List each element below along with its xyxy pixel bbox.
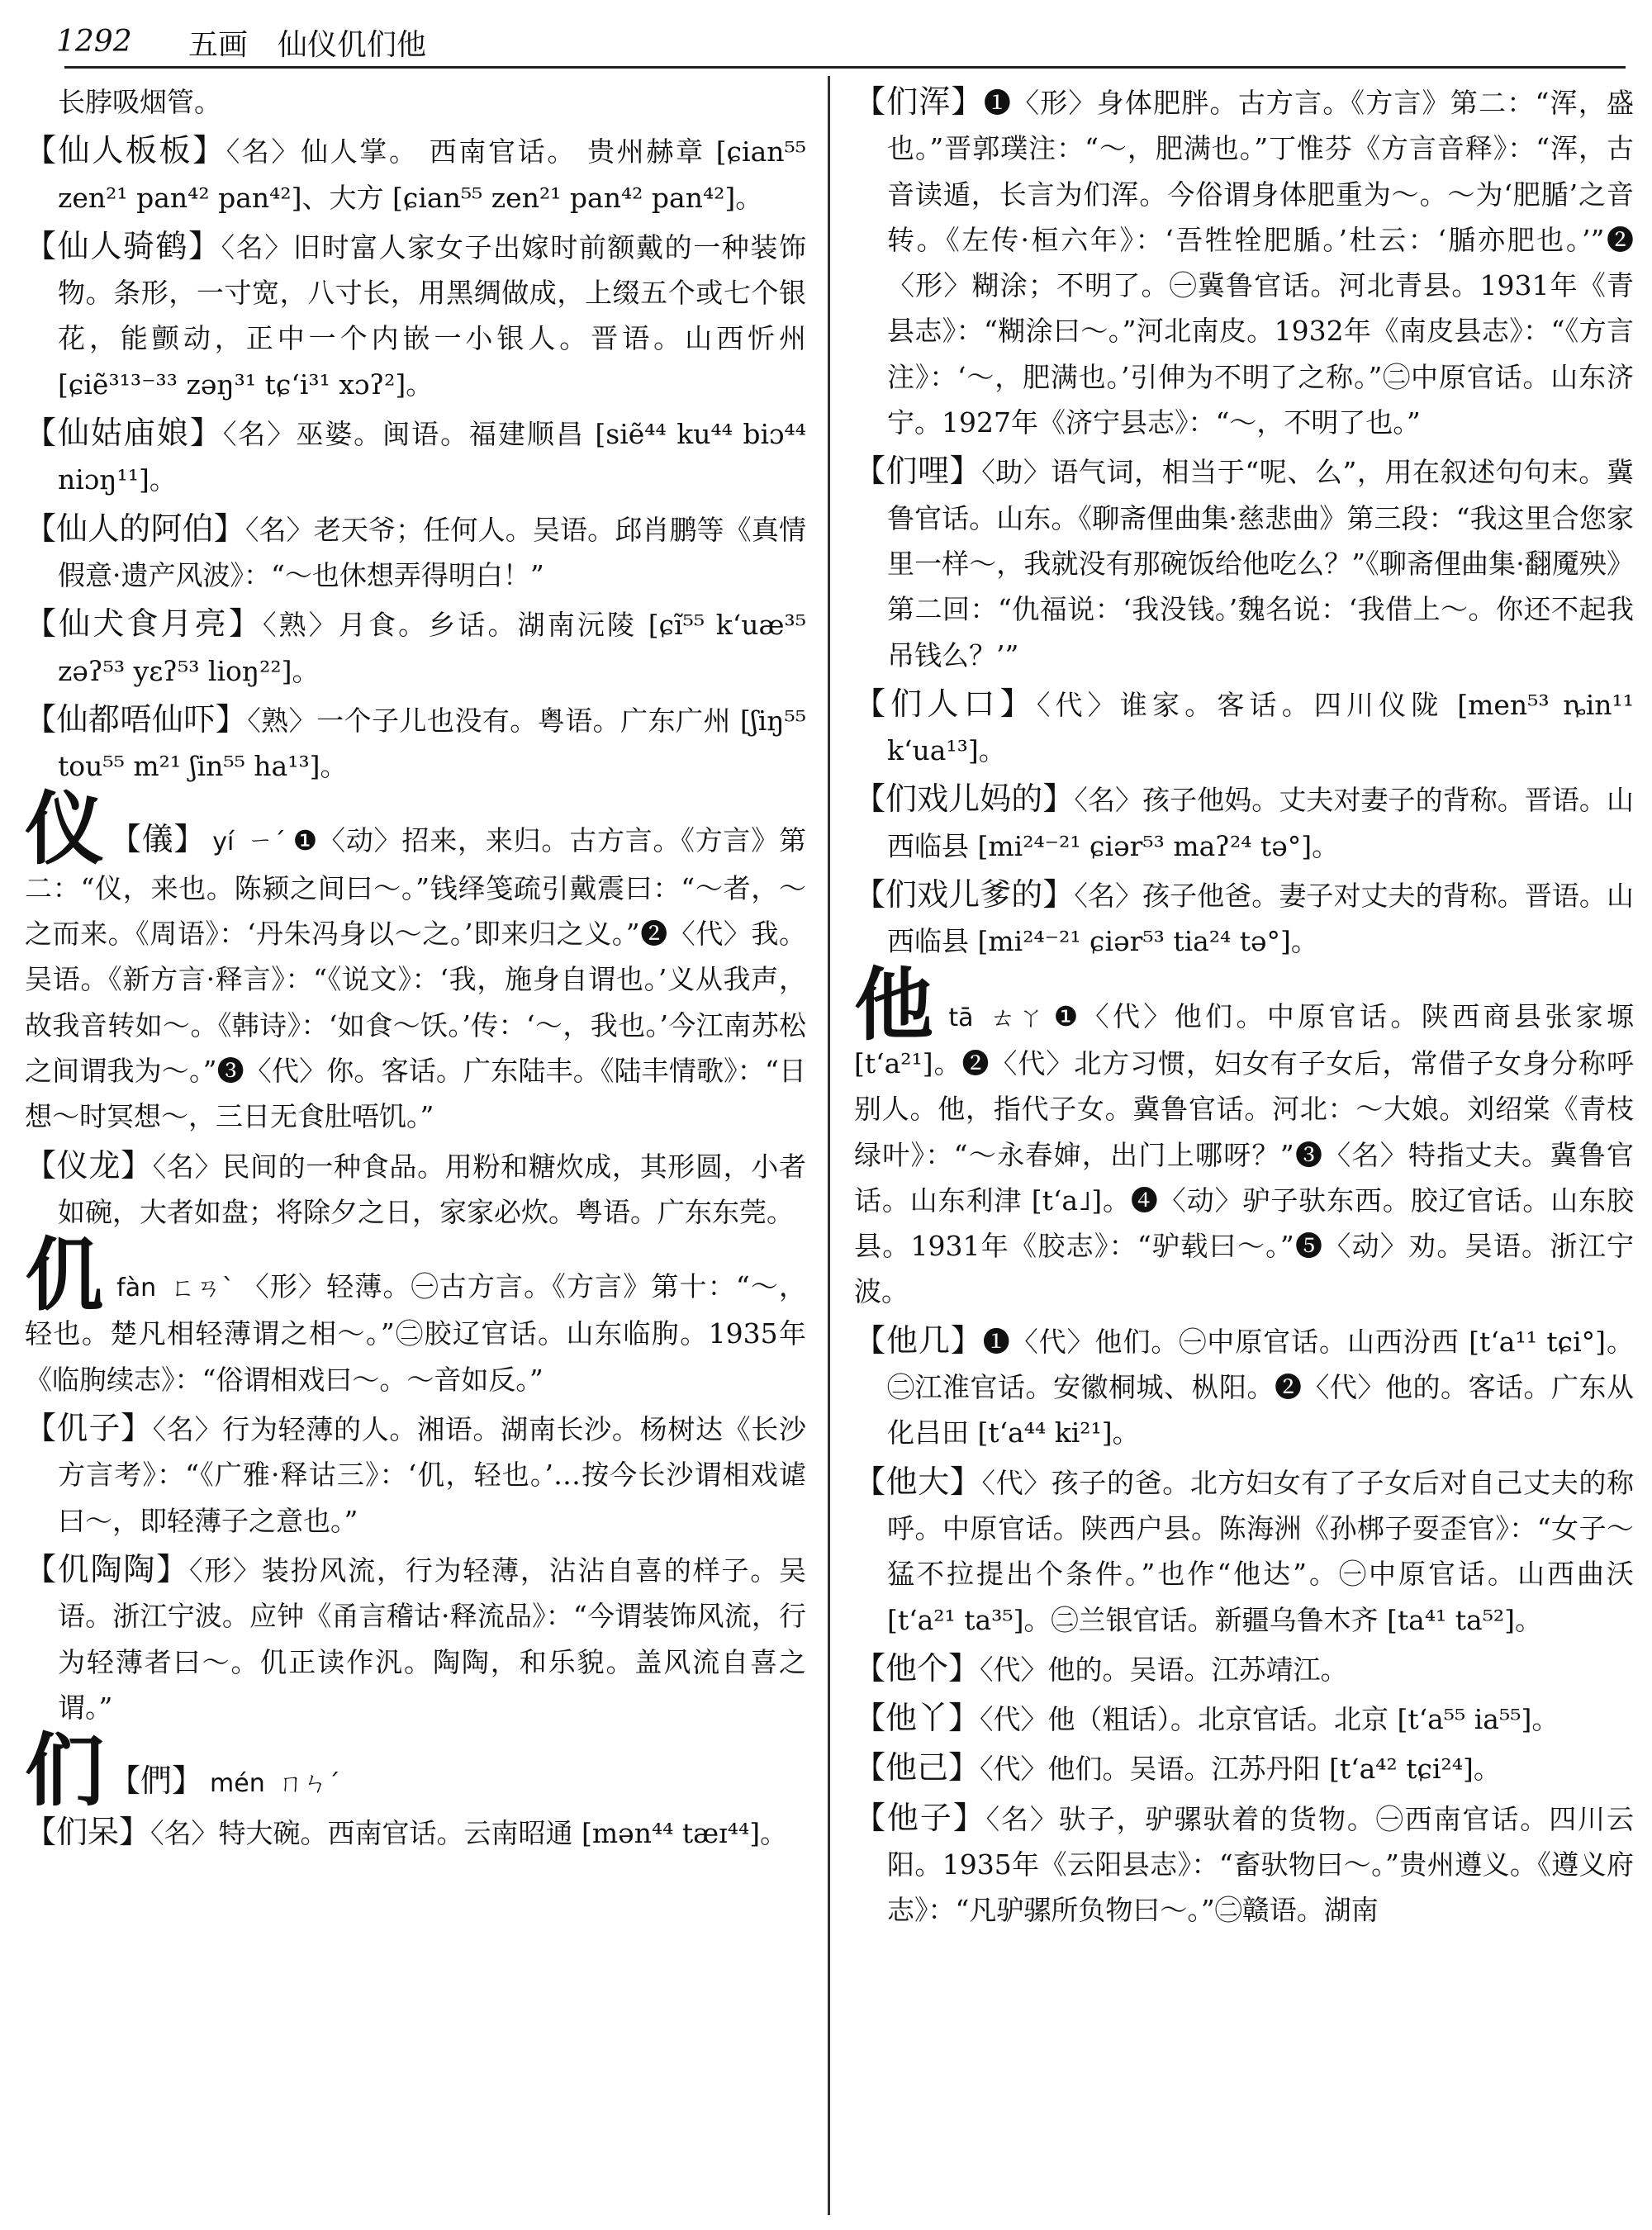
entry-definition: 〈名〉孩子他爸。妻子对丈夫的背称。晋语。山西临县 [mi²⁴⁻²¹ ɕiər⁵³ tia²⁴ tə°]。 xyxy=(887,880,1634,958)
pinyin-reading: yí xyxy=(212,828,235,857)
dictionary-entry xyxy=(854,1796,1634,1933)
entry-definition: 〈代〉孩子的爸。北方妇女有了子女后对自己丈夫的称呼。中原官话。陕西户县。陈海洲《孙梆子耍歪官》：“女子～猛不拉提出个条件。”也作“他达”。㊀中原官话。山西曲沃 [tʻa²¹ ta³⁵]。㊁兰银官话。新疆乌鲁木齐 [ta⁴¹ ta⁵²]。 xyxy=(887,1466,1634,1636)
entry-definition: 〈名〉仙人掌。 西南官话。 贵州赫章 [ɕian⁵⁵ zen²¹ pan⁴² pan⁴²]、大方 [ɕian⁵⁵ zen²¹ pan⁴² pan⁴²]。 xyxy=(58,135,806,214)
entry-definition: ❶〈代〉他们。㊀中原官话。山西汾西 [tʻa¹¹ tɕi°]。㊁江淮官话。安徽桐城、枞阳。❷〈代〉他的。客话。广东从化吕田 [tʻa⁴⁴ ki²¹]。 xyxy=(887,1325,1634,1450)
dictionary-entry xyxy=(854,1696,1634,1742)
character-definition: 〈形〉轻薄。㊀古方言。《方言》第十：“～，轻也。楚凡相轻薄谓之相～。”㊁胶辽官话。山东临朐。1935年《临朐续志》：“俗谓相戏曰～。～音如反。” xyxy=(25,1270,806,1396)
entry-headword: 【他大】 xyxy=(854,1463,982,1500)
entry-definition: 〈名〉旧时富人家女子出嫁时前额戴的一种装饰物。条形，一寸宽，八寸长，用黑绸做成，上缀五个或七个银花，能颤动，正中一个内嵌一小银人。晋语。山西忻州 [ɕiẽ³¹³⁻³³ zəŋ³¹ tɕʻi³¹ xɔʔ²]。 xyxy=(58,230,806,401)
page-header xyxy=(56,18,1626,71)
entry-headword: 【他几】 xyxy=(854,1321,983,1359)
dictionary-entry xyxy=(854,776,1634,869)
pinyin-reading: fàn xyxy=(116,1274,157,1303)
entry-headword: 【们人口】 xyxy=(854,685,1037,722)
entry-definition: 〈名〉巫婆。闽语。福建顺昌 [siẽ⁴⁴ ku⁴⁴ biɔ⁴⁴ niɔŋ¹¹]。 xyxy=(58,418,806,496)
dictionary-entry xyxy=(25,1810,806,1856)
dictionary-entry xyxy=(25,506,806,599)
character-definition: ❶〈代〉他们。中原官话。陕西商县张家塬 [tʻa²¹]。❷〈代〉北方习惯，妇女有子女后，常借子女身分称呼别人。他，指代子女。冀鲁官话。河北：～大娘。刘绍棠《青枝绿叶》：“～永春婶，出门上哪呀？”❸〈名〉特指丈夫。冀鲁官话。山东利津 [tʻa˩]。❹〈动〉驴子驮东西。胶辽官话。山东胶县。1931年《胶志》：“驴载曰～。”❺〈动〉劝。吴语。浙江宁波。 xyxy=(854,999,1634,1308)
dictionary-entry xyxy=(854,1646,1634,1692)
dictionary-entry xyxy=(25,128,806,221)
dictionary-entry xyxy=(25,410,806,503)
character-entry xyxy=(854,957,1634,1315)
dictionary-entry xyxy=(854,1318,1634,1456)
entry-headword: 【仙人骑鹤】 xyxy=(25,227,221,264)
pinyin-reading: mén xyxy=(210,1769,265,1799)
head-character: 他 xyxy=(854,957,938,1051)
traditional-form: 【們】 xyxy=(109,1763,204,1800)
entry-headword: 【他丫】 xyxy=(854,1700,980,1737)
dictionary-entry xyxy=(25,1406,806,1544)
section-title: 五画 仙仪仉们他 xyxy=(188,28,427,62)
entry-definition: 〈代〉谁家。客话。四川仪陇 [men⁵³ ȵin¹¹ kʻua¹³]。 xyxy=(887,688,1634,767)
entry-definition: 〈代〉他的。吴语。江苏靖江。 xyxy=(980,1653,1348,1686)
entry-headword: 【们哩】 xyxy=(854,453,982,490)
entry-definition: 〈名〉孩子他妈。丈夫对妻子的背称。晋语。山西临县 [mi²⁴⁻²¹ ɕiər⁵³ maʔ²⁴ tə°]。 xyxy=(887,784,1634,862)
pinyin-reading: tā xyxy=(948,1003,974,1032)
character-definition: ❶〈动〉招来，来归。古方言。《方言》第二：“仪，来也。陈颍之间曰～。”钱绎笺疏引戴震曰：“～者，～之而来。《周语》：‘丹朱冯身以～之。’即来归之义。”❷〈代〉我。吴语。《新方言·释言》：“《说文》：‘我，施身自谓也。’义从我声，故我音转如～。《韩诗》：‘如食～饫。’传：‘～，我也。’今江南苏松之间谓我为～。”❸〈代〉你。客话。广东陆丰。《陆丰情歌》：“日想～时冥想～，三日无食肚唔饥。” xyxy=(25,824,806,1133)
entry-definition: 〈熟〉一个子儿也没有。粤语。广东广州 [ʃiŋ⁵⁵ tou⁵⁵ m²¹ ʃin⁵⁵ ha¹³]。 xyxy=(58,704,806,783)
entry-headword: 【他子】 xyxy=(854,1799,986,1836)
page-number: 1292 xyxy=(56,25,132,59)
head-character: 仪 xyxy=(25,782,105,876)
entry-headword: 【仪龙】 xyxy=(25,1146,153,1184)
entry-headword: 【仙人的阿伯】 xyxy=(25,510,245,547)
entry-definition: 〈名〉行为轻薄的人。湘语。湖南长沙。杨树达《长沙方言考》：“《广雅·释诂三》：‘仉，轻也。’…按今长沙谓相戏谑曰～，即轻薄子之意也。” xyxy=(58,1413,806,1537)
entry-definition: 〈形〉装扮风流，行为轻薄，沾沾自喜的样子。吴语。浙江宁波。应钟《甬言稽诂·释流品》：“今谓装饰风流，行为轻薄者曰～。仉正读作汎。陶陶，和乐貌。盖风流自喜之谓。” xyxy=(58,1554,806,1724)
entry-headword: 【仙姑庙娘】 xyxy=(25,415,223,452)
dictionary-entry xyxy=(854,448,1634,677)
entry-headword: 【仉子】 xyxy=(25,1410,153,1447)
dictionary-entry xyxy=(854,79,1634,445)
entry-headword: 【仉陶陶】 xyxy=(25,1550,189,1587)
dictionary-entry xyxy=(854,1459,1634,1643)
dictionary-entry xyxy=(25,1547,806,1730)
left-column xyxy=(25,79,806,2218)
dictionary-entry xyxy=(854,1745,1634,1791)
zhuyin-reading: ㄊㄚ xyxy=(986,1003,1047,1032)
dictionary-entry xyxy=(25,601,806,694)
entry-definition: 〈名〉特大碗。西南官话。云南昭通 [mən⁴⁴ tæɪ⁴⁴]。 xyxy=(150,1817,788,1850)
entry-definition: 〈代〉他们。吴语。江苏丹阳 [tʻa⁴² tɕi²⁴]。 xyxy=(980,1753,1501,1786)
dictionary-entry xyxy=(25,1143,806,1236)
right-column xyxy=(854,79,1634,2218)
entry-headword: 【仙都唔仙吓】 xyxy=(25,700,248,738)
entry-definition: ❶〈形〉身体肥胖。古方言。《方言》第二：“浑，盛也。”晋郭璞注：“～，肥满也。”丁惟芬《方言音释》：“浑，古音读遁，长言为们浑。今俗谓身体肥重为～。～为‘肥腯’之音转。《左传·桓六年》：‘吾牲牷肥腯。’杜云：‘腯亦肥也。’”❷〈形〉糊涂；不明了。㊀冀鲁官话。河北青县。1931年《青县志》：“糊涂曰～。”河北南皮。1932年《南皮县志》：“《方言注》：‘～，肥满也。’引伸为不明了之称。”㊁中原官话。山东济宁。1927年《济宁县志》：“～，不明了也。” xyxy=(887,87,1634,439)
entry-headword: 【们浑】 xyxy=(854,83,984,120)
entry-headword: 【他己】 xyxy=(854,1749,980,1786)
traditional-form: 【儀】 xyxy=(109,821,206,858)
header-rule xyxy=(64,66,1626,69)
zhuyin-reading: ㄧˊ xyxy=(247,828,287,857)
dictionary-entry xyxy=(25,224,806,407)
column-divider xyxy=(828,76,830,2215)
entry-headword: 【仙人板板】 xyxy=(25,132,226,169)
entry-definition: 〈代〉他（粗话）。北京官话。北京 [tʻa⁵⁵ ia⁵⁵]。 xyxy=(980,1703,1559,1736)
entry-headword: 【他个】 xyxy=(854,1649,980,1687)
head-character: 们 xyxy=(25,1724,104,1818)
entry-definition: 〈名〉驮子，驴骡驮着的货物。㊀西南官话。四川云阳。1935年《云阳县志》：“畜驮物曰～。”贵州遵义。《遵义府志》：“凡驴骡所负物曰～。”㊁赣语。湖南 xyxy=(887,1802,1634,1927)
entry-headword: 【们戏儿爹的】 xyxy=(854,876,1075,913)
character-entry xyxy=(25,782,806,1139)
entry-headword: 【们呆】 xyxy=(25,1814,151,1851)
entry-definition: 〈熟〉月食。乡话。湖南沅陵 [ɕĩ⁵⁵ kʻuæ³⁵ zəʔ⁵³ yɛʔ⁵³ lioŋ²²]。 xyxy=(58,609,806,687)
entry-definition: 〈助〉语气词，相当于“呢、么”，用在叙述句句末。冀鲁官话。山东。《聊斋俚曲集·慈悲曲》第三段：“我这里合您家里一样～，我就没有那碗饭给他吃么？”《聊斋俚曲集·翻魇殃》第二回：“仇福说：‘我没钱。’魏名说：‘我借上～。你还不起我吊钱么？’” xyxy=(887,456,1634,671)
entry-continuation: 长脖吸烟管。 xyxy=(58,86,221,118)
dictionary-entry xyxy=(854,681,1634,774)
head-character: 仉 xyxy=(25,1228,106,1322)
entry-headword: 【仙犬食月亮】 xyxy=(25,605,263,643)
entry-definition: 〈名〉老天爷；任何人。吴语。邱肖鹏等《真情假意·遗产风波》：“～也休想弄得明白！” xyxy=(58,513,806,591)
zhuyin-reading: ㄈㄢˋ xyxy=(169,1274,235,1303)
entry-headword: 【们戏儿妈的】 xyxy=(854,780,1075,818)
character-entry xyxy=(25,1228,806,1402)
zhuyin-reading: ㄇㄣˊ xyxy=(278,1769,340,1799)
character-entry xyxy=(25,1724,806,1818)
entry-definition: 〈名〉民间的一种食品。用粉和糖炊成，其形圆，小者如碗，大者如盘；将除夕之日，家家必炊。粤语。广东东莞。 xyxy=(58,1150,806,1228)
dictionary-entry xyxy=(25,697,806,790)
dictionary-entry xyxy=(854,872,1634,965)
